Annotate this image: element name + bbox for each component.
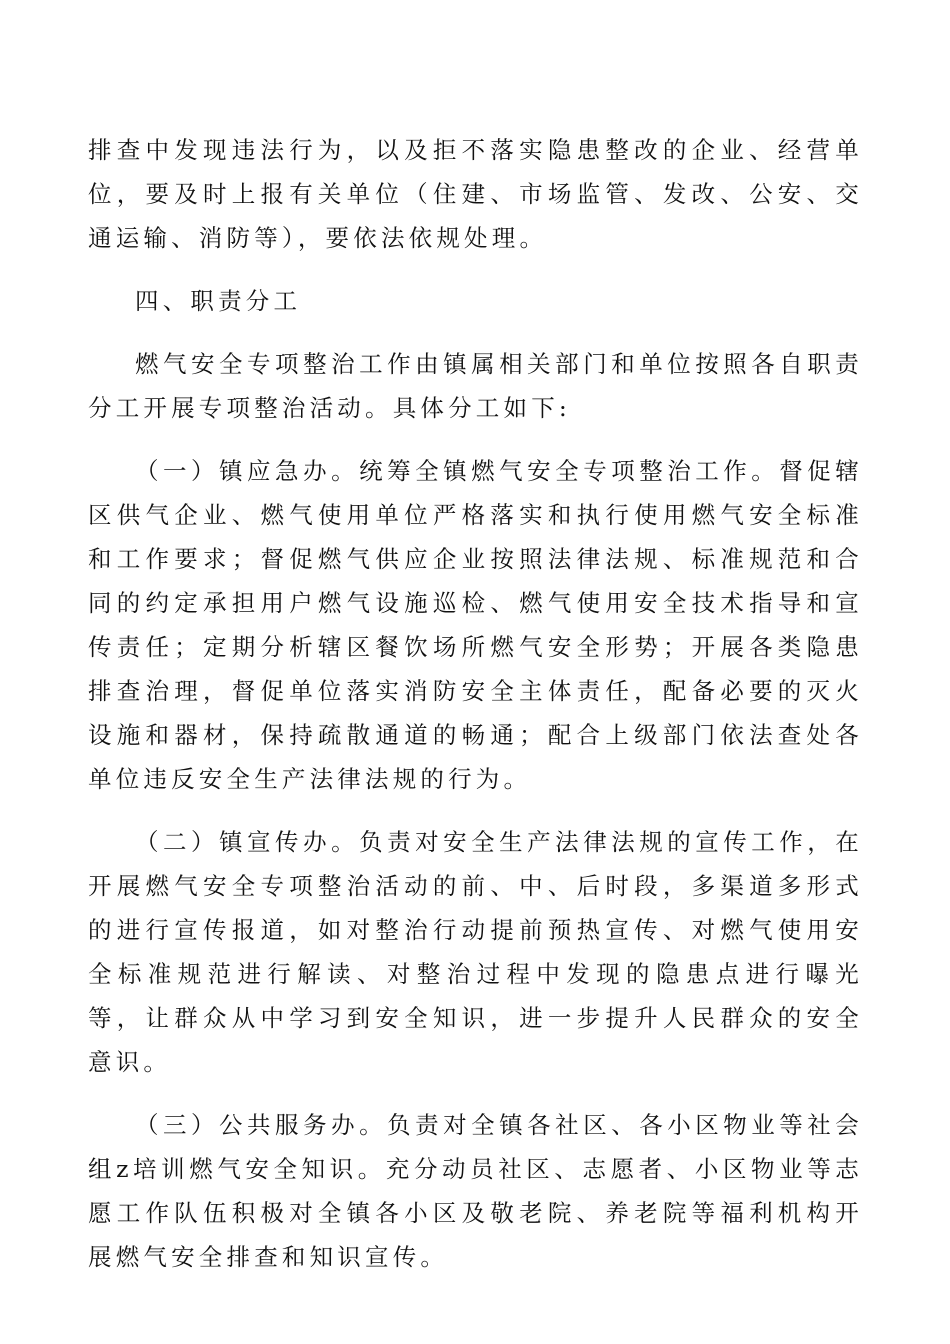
paragraph-emergency-office: （一）镇应急办。统筹全镇燃气安全专项整治工作。督促辖区供气企业、燃气使用单位严格落实和执行使用燃气安全标准和工作要求；督促燃气供应企业按照法律法规、标准规范和合同的约定承担用户燃气设施巡检、燃气使用安全技术指导和宣传责任；定期分析辖区餐饮场所燃气安全形势；开展各类隐患排查治理，督促单位落实消防安全主体责任，配备必要的灭火设施和器材，保持疏散通道的畅通；配合上级部门依法查处各单位违反安全生产法律法规的行为。 xyxy=(88,457,863,793)
section-heading-duties: 四、职责分工 xyxy=(135,287,302,315)
document-body xyxy=(88,128,863,1298)
paragraph-public-service-office: （三）公共服务办。负责对全镇各社区、各小区物业等社会组z培训燃气安全知识。充分动员社区、志愿者、小区物业等志愿工作队伍积极对全镇各小区及敬老院、养老院等福利机构开展燃气安全排查和知识宣传。 xyxy=(88,1111,863,1271)
paragraph-continued: 排查中发现违法行为，以及拒不落实隐患整改的企业、经营单位，要及时上报有关单位（住建、市场监管、发改、公安、交通运输、消防等），要依法依规处理。 xyxy=(88,136,863,252)
paragraph-publicity-office: （二）镇宣传办。负责对安全生产法律法规的宣传工作，在开展燃气安全专项整治活动的前、中、后时段，多渠道多形式的进行宣传报道，如对整治行动提前预热宣传、对燃气使用安全标准规范进行解读、对整治过程中发现的隐患点进行曝光等，让群众从中学习到安全知识，进一步提升人民群众的安全意识。 xyxy=(88,828,863,1076)
paragraph-intro: 燃气安全专项整治工作由镇属相关部门和单位按照各自职责分工开展专项整治活动。具体分工如下: xyxy=(88,350,863,422)
